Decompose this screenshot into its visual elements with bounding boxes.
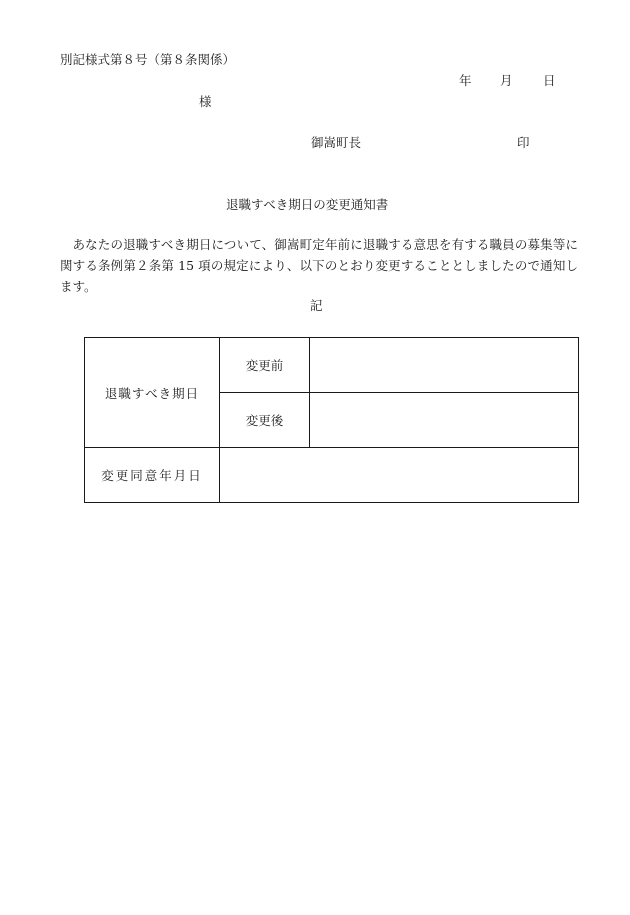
note-mark: 記 bbox=[310, 298, 323, 313]
table-row bbox=[85, 448, 579, 503]
form-number-label: 別記様式第８号（第８条関係） bbox=[60, 52, 236, 67]
document-title: 退職すべき期日の変更通知書 bbox=[226, 197, 389, 212]
after-change-label: 変更後 bbox=[220, 393, 310, 448]
date-month-label: 月 bbox=[500, 73, 513, 88]
retirement-date-label: 退職すべき期日 bbox=[85, 338, 220, 448]
date-day-label: 日 bbox=[543, 73, 556, 88]
after-change-value[interactable] bbox=[310, 393, 579, 448]
before-change-label: 変更前 bbox=[220, 338, 310, 393]
change-consent-date-value[interactable] bbox=[220, 448, 579, 503]
document-body: あなたの退職すべき期日について、御嵩町定年前に退職する意思を有する職員の募集等に関する条例第２条第 15 項の規定により、以下のとおり変更することとしましたので通知します。 bbox=[60, 237, 578, 294]
date-year-label: 年 bbox=[459, 73, 472, 88]
before-change-value[interactable] bbox=[310, 338, 579, 393]
seal-mark: 印 bbox=[517, 135, 530, 150]
change-record-table bbox=[84, 337, 579, 503]
table-row bbox=[85, 338, 579, 393]
issuer-name: 御嵩町長 bbox=[311, 135, 362, 150]
addressee-suffix: 様 bbox=[199, 94, 212, 109]
change-consent-date-label: 変更同意年月日 bbox=[85, 448, 220, 503]
